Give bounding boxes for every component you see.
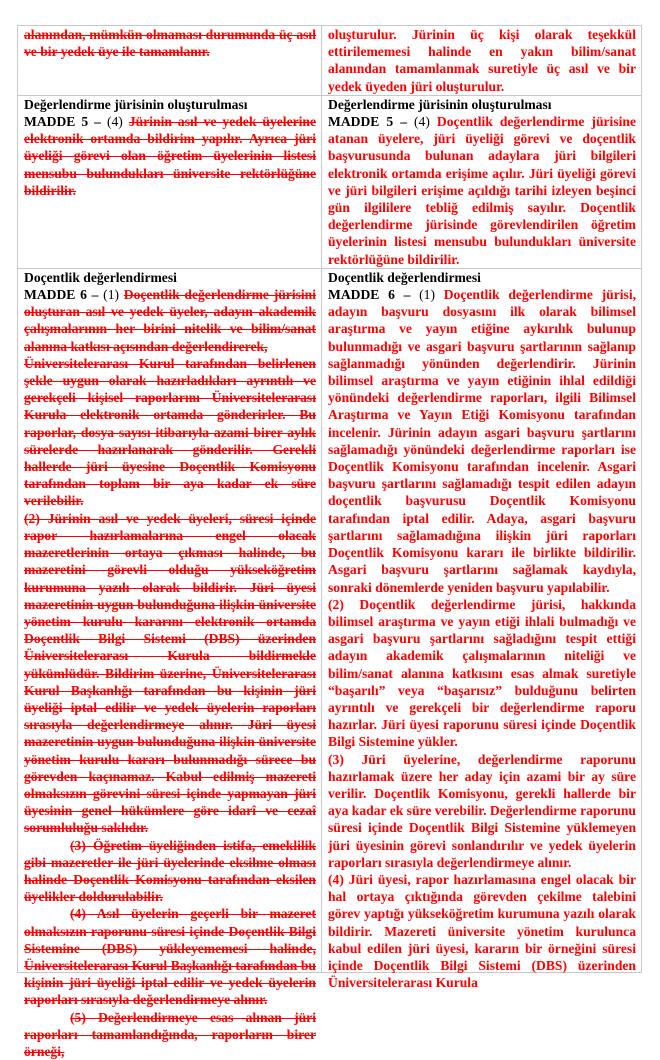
article-number: MADDE 6 –	[328, 287, 411, 303]
section-heading: Doçentlik değerlendirmesi	[328, 269, 481, 285]
old-text-cell	[18, 95, 322, 268]
table-row	[18, 26, 642, 96]
table-row	[18, 268, 642, 972]
old-text-cell	[18, 26, 322, 96]
section-heading: Doçentlik değerlendirmesi	[24, 269, 177, 285]
new-text-cell	[322, 26, 642, 96]
deleted-paragraph-1: Doçentlik değerlendirme jürisini oluşturan asıl ve yedek üyeler, adayın akademik çalışmalarının her birini nitelik ve bilim/sanat alanına katkısı açısından değerlendirerek,	[24, 287, 316, 354]
clause-number: (1)	[103, 287, 120, 303]
new-paragraph-3: (3) Jüri üyelerine, değerlendirme raporunu hazırlamak üzere her aday için azami bir ay süre verilir. Doçentlik Komisyonu, gerekli hallerde bir aya kadar ek süre verebilir. Değerlendirme raporunu süresi içinde Doçentlik Bilgi Sistemine yüklemeyen jüri üyesinin görevi sonlandırılır ve yedek üyelerin raporları sırasıyla değerlendirmeye alınır.	[328, 751, 636, 870]
article-number: MADDE 6 –	[24, 287, 99, 303]
new-text-cell	[322, 268, 642, 991]
deleted-paragraph-2: (2) Jürinin asıl ve yedek üyeleri, süresi içinde rapor hazırlamalarına engel olacak mazeretlerinin ortaya çıkması halinde, bu mazeretini görevli olduğu yükseköğretim kurumuna yazılı olarak bildirir. Jüri üyesi mazeretinin uygun bulunduğuna ilişkin üniversite yönetim kurulu kararını elektronik ortamda Doçentlik Bilgi Sistemi (DBS) üzerinden Üniversitelerarası Kurula bildirmekle yükümlüdür. Bildirim üzerine, Üniversitelerarası Kurul Başkanlığı tarafından bu kişinin jüri üyeliği iptal edilir ve yedek üyelerin raporları sırasıyla değerlendirmeye alınır. Jüri üyesi mazeretinin uygun bulunduğuna ilişkin üniversite yönetim kurulu kararı bulunmadığı sürece bu görevden kaçınamaz. Kabul edilmiş mazereti olmaksızın görevini süresi içinde yapmayan jüri üyesinin genel hükümlere göre idarî ve cezaî sorumluluğu saklıdır.	[24, 510, 316, 836]
deleted-paragraph-1b: Üniversitelerarası Kurul tarafından belirlenen şekle uygun olarak hazırladıkları ayrıntılı ve gerekçeli kişisel raporlarını Üniversitelerarası Kurula elektronik ortamda gönderirler. Bu raporlar, dosya sayısı itibarıyla azami birer aylık sürelerde hazırlanarak gönderilir. Gerekli hallerde jüri üyesine Doçentlik Komisyonu tarafından toplam bir aya kadar ek süre verilebilir.	[24, 355, 316, 509]
article-number: MADDE 5 –	[328, 114, 407, 130]
deleted-text: alanından, mümkün olmaması durumunda üç asıl ve bir yedek üye ile tamamlanır.	[24, 27, 316, 60]
clause-number: (1)	[419, 287, 435, 303]
deleted-paragraph-3: (3) Öğretim üyeliğinden istifa, emeklilik gibi mazeretler ile jüri üyelerinde eksilme olması halinde Doçentlik Komisyonu tarafından eksilen üyelikler doldurulabilir.	[24, 837, 316, 905]
new-text: oluşturulur. Jürinin üç kişi olarak teşekkül ettirilememesi halinde en yakın bilim/sanat alanından tamamlanmak suretiyle üç asıl ve bir yedek üyeden jüri oluşturulur.	[328, 27, 636, 94]
clause-number: (4)	[106, 114, 123, 130]
deleted-paragraph-4: (4) Asıl üyelerin geçerli bir mazeret olmaksızın raporunu süresi içinde Doçentlik Bilgi Sistemine (DBS) yükleyememesi halinde, Üniversitelerarası Kurul Başkanlığı tarafından bu kişinin jüri üyeliği iptal edilir ve yedek üyelerin raporları sırasıyla değerlendirmeye alınır.	[24, 906, 316, 1008]
new-paragraph-2: (2) Doçentlik değerlendirme jürisi, hakkında bilimsel araştırma ve yayın etiği ihlali bulmadığı ve asgari başvuru şartlarını sağladığını tespit ettiği adayın akademik çalışmalarının niteliği ve bilim/sanat alanına katkısını esas almak suretiyle “başarılı” veya “başarısız” bulduğunu belirten ayrıntılı ve gerekçeli bir değerlendirme raporu hazırlar. Jüri üyesi raporunu süresi içinde Doçentlik Bilgi Sistemine yükler.	[328, 596, 636, 750]
deleted-text: Jürinin asıl ve yedek üyelerine elektronik ortamda bildirim yapılır. Ayrıca jüri üyeliği görevi olan öğretim üyelerinin listesi mensubu bulundukları üniversite rektörlüğüne bildirilir.	[24, 114, 317, 198]
section-heading: Değerlendirme jürisinin oluşturulması	[24, 96, 248, 112]
new-paragraph-4: (4) Jüri üyesi, rapor hazırlamasına engel olacak bir hal ortaya çıktığında görevden çekilme talebini görev yaptığı yükseköğretim kurumuna yazılı olarak bildirir. Mazereti üniversite yönetim kurulunca kabul edilen jüri üyesi, kararın bir örneğini süresi içinde Doçentlik Bilgi Sistemi (DBS) üzerinden Üniversitelerarası Kurula	[328, 871, 636, 991]
new-text-cell	[322, 95, 642, 268]
comparison-table	[17, 25, 642, 1059]
section-heading: Değerlendirme jürisinin oluşturulması	[328, 96, 552, 112]
article-number: MADDE 5 –	[24, 114, 101, 130]
new-paragraph-1: Doçentlik değerlendirme jürisi, adayın başvuru dosyasını ilk olarak bilimsel araştırma ve yayın etiğine aykırılık bulunup bulunmadığı ve asgari başvuru şartlarının sağlanıp sağlanmadığı yönünden değerlendirir. Jürinin bilimsel araştırma ve yayın etiğinin ihlal edildiği yönündeki değerlendirme raporları, ilgili Bilimsel Araştırma ve Yayın Etiği Komisyonu tarafından incelenir. Jürinin adayın asgari başvuru şartlarını sağlamadığı yönündeki değerlendirme raporları ise Doçentlik Komisyonu tarafından incelenir. Asgari başvuru şartlarını sağlamadığı tespit edilen adayın doçentlik başvurusu Doçentlik Komisyonu tarafından iptal edilir. Adaya, asgari başvuru şartlarını sağlamadığına ilişkin jüri raporları Doçentlik Komisyonu kararı ile birlikte bildirilir. Asgari başvuru şartlarını sağlamak kaydıyla, sonraki dönemlerde yeniden başvuru yapılabilir.	[328, 287, 636, 595]
new-text: Doçentlik değerlendirme jürisine atanan üyelere, jüri üyeliği görevi ve doçentlik başvurusunda bulunan adaylara jüri bilgileri elektronik ortamda erişime açılır. Jüri üyeliği görevi ve jüri bilgileri erişime açıldığı tarihi izleyen beşinci gün ilgililere tebliğ edilmiş sayılır. Doçentlik değerlendirme jürisinde görevlendirilen öğretim üyelerinin listesi mensubu bulundukları üniversite rektörlüğüne bildirilir.	[328, 114, 636, 267]
old-text-cell	[18, 268, 322, 1059]
table-row	[18, 95, 642, 268]
clause-number: (4)	[414, 114, 430, 130]
deleted-paragraph-5: (5) Değerlendirmeye esas alınan jüri raporları tamamlandığında, raporların birer örneği,	[24, 1009, 316, 1059]
